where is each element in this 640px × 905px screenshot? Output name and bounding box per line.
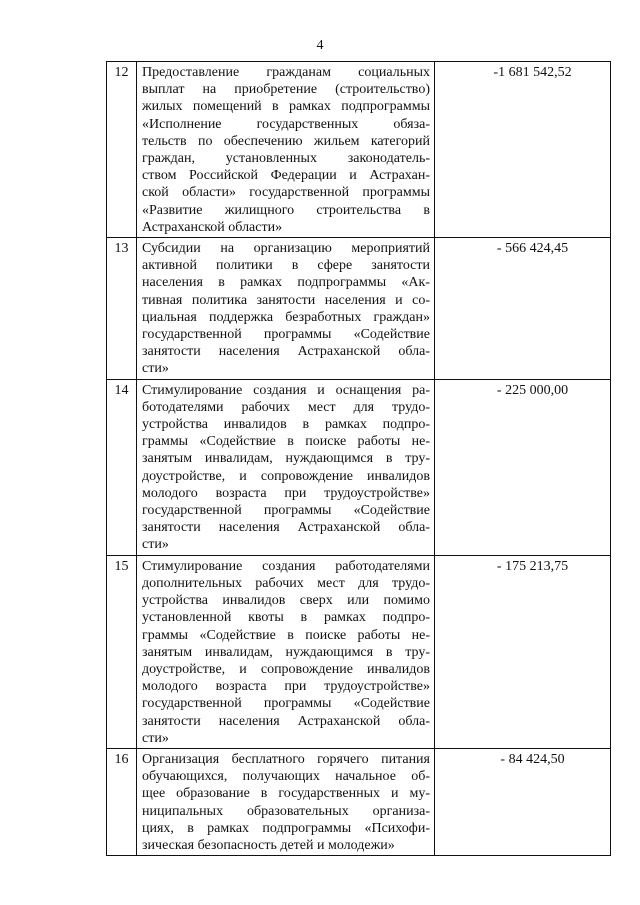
row-amount: -1 681 542,52: [435, 62, 611, 238]
description-line: Субсидии на организацию мероприятий: [142, 241, 430, 257]
row-number: 12: [107, 62, 137, 238]
table-body: [107, 62, 611, 856]
description-line: дополнительных рабочих мест для трудо-: [142, 575, 430, 591]
description-line: государственной программы «Содействие: [142, 503, 430, 519]
row-description: [137, 62, 435, 238]
row-number: 16: [107, 748, 137, 855]
description-line: молодого возраста при трудоустройстве»: [142, 679, 430, 695]
description-line: устройства инвалидов сверх или помимо: [142, 593, 430, 609]
row-amount: - 175 213,75: [435, 555, 611, 748]
description-line: граммы «Содействие в поиске работы не-: [142, 434, 430, 450]
description-line: «Исполнение государственных обяза-: [142, 116, 430, 132]
description-line: тельств по обеспечению жильем категорий: [142, 133, 430, 149]
description-line: граммы «Содействие в поиске работы не-: [142, 627, 430, 643]
description-line: ством Российской Федерации и Астрахан-: [142, 168, 430, 184]
description-line: тивная политика занятости населения и со-: [142, 292, 430, 308]
table-row: [107, 62, 611, 238]
row-description: [137, 748, 435, 855]
description-line: сти»: [142, 730, 169, 746]
row-number: 15: [107, 555, 137, 748]
row-amount: - 84 424,50: [435, 748, 611, 855]
description-line: Организация бесплатного горячего питания: [142, 751, 430, 767]
description-line: Стимулирование создания и оснащения ра-: [142, 382, 430, 398]
description-line: Астраханской области»: [142, 219, 283, 235]
description-line: жилых помещений в рамках подпрограммы: [142, 99, 430, 115]
row-description: [137, 379, 435, 555]
row-description: [137, 238, 435, 380]
description-line: государственной программы «Содействие: [142, 327, 430, 343]
description-line: занятым инвалидам, нуждающимся в тру-: [142, 644, 430, 660]
description-line: Предоставление гражданам социальных: [142, 65, 430, 80]
description-line: Стимулирование создания работодателями: [142, 558, 430, 574]
description-line: ботодателями рабочих мест для трудо-: [142, 399, 430, 415]
description-line: зическая безопасность детей и молодежи»: [142, 837, 395, 853]
row-amount: - 225 000,00: [435, 379, 611, 555]
budget-table: [106, 61, 611, 856]
description-line: ской области» государственной программы: [142, 185, 430, 201]
description-line: циальная поддержка безработных граждан»: [142, 309, 430, 325]
description-line: выплат на приобретение (строительство): [142, 82, 430, 98]
description-line: сти»: [142, 361, 169, 377]
page-number: 4: [316, 38, 324, 53]
description-line: молодого возраста при трудоустройстве»: [142, 485, 430, 501]
description-line: доустройстве, и сопровождение инвалидов: [142, 468, 430, 484]
description-line: «Развитие жилищного строительства в: [142, 202, 430, 218]
row-number: 13: [107, 238, 137, 380]
description-line: занятости населения Астраханской обла-: [142, 344, 430, 360]
table-row: [107, 555, 611, 748]
description-line: государственной программы «Содействие: [142, 696, 430, 712]
description-line: циях, в рамках подпрограммы «Психофи-: [142, 820, 430, 836]
description-line: доустройстве, и сопровождение инвалидов: [142, 661, 430, 677]
row-description: [137, 555, 435, 748]
description-line: устройства инвалидов в рамках подпро-: [142, 417, 430, 433]
description-line: ниципальных образовательных организа-: [142, 803, 430, 819]
table-row: [107, 238, 611, 380]
description-line: сти»: [142, 537, 169, 553]
table-row: [107, 379, 611, 555]
table-row: [107, 748, 611, 855]
description-line: установленной квоты в рамках подпро-: [142, 610, 430, 626]
description-line: щее образование в государственных и му-: [142, 786, 430, 802]
description-line: занятости населения Астраханской обла-: [142, 520, 430, 536]
row-number: 14: [107, 379, 137, 555]
description-line: населения в рамках подпрограммы «Ак-: [142, 275, 430, 291]
description-line: занятым инвалидам, нуждающимся в тру-: [142, 451, 430, 467]
row-amount: - 566 424,45: [435, 238, 611, 380]
description-line: активной политики в сфере занятости: [142, 258, 430, 274]
description-line: обучающихся, получающих начальное об-: [142, 769, 430, 785]
description-line: занятости населения Астраханской обла-: [142, 713, 430, 729]
description-line: граждан, установленных законодатель-: [142, 151, 430, 167]
